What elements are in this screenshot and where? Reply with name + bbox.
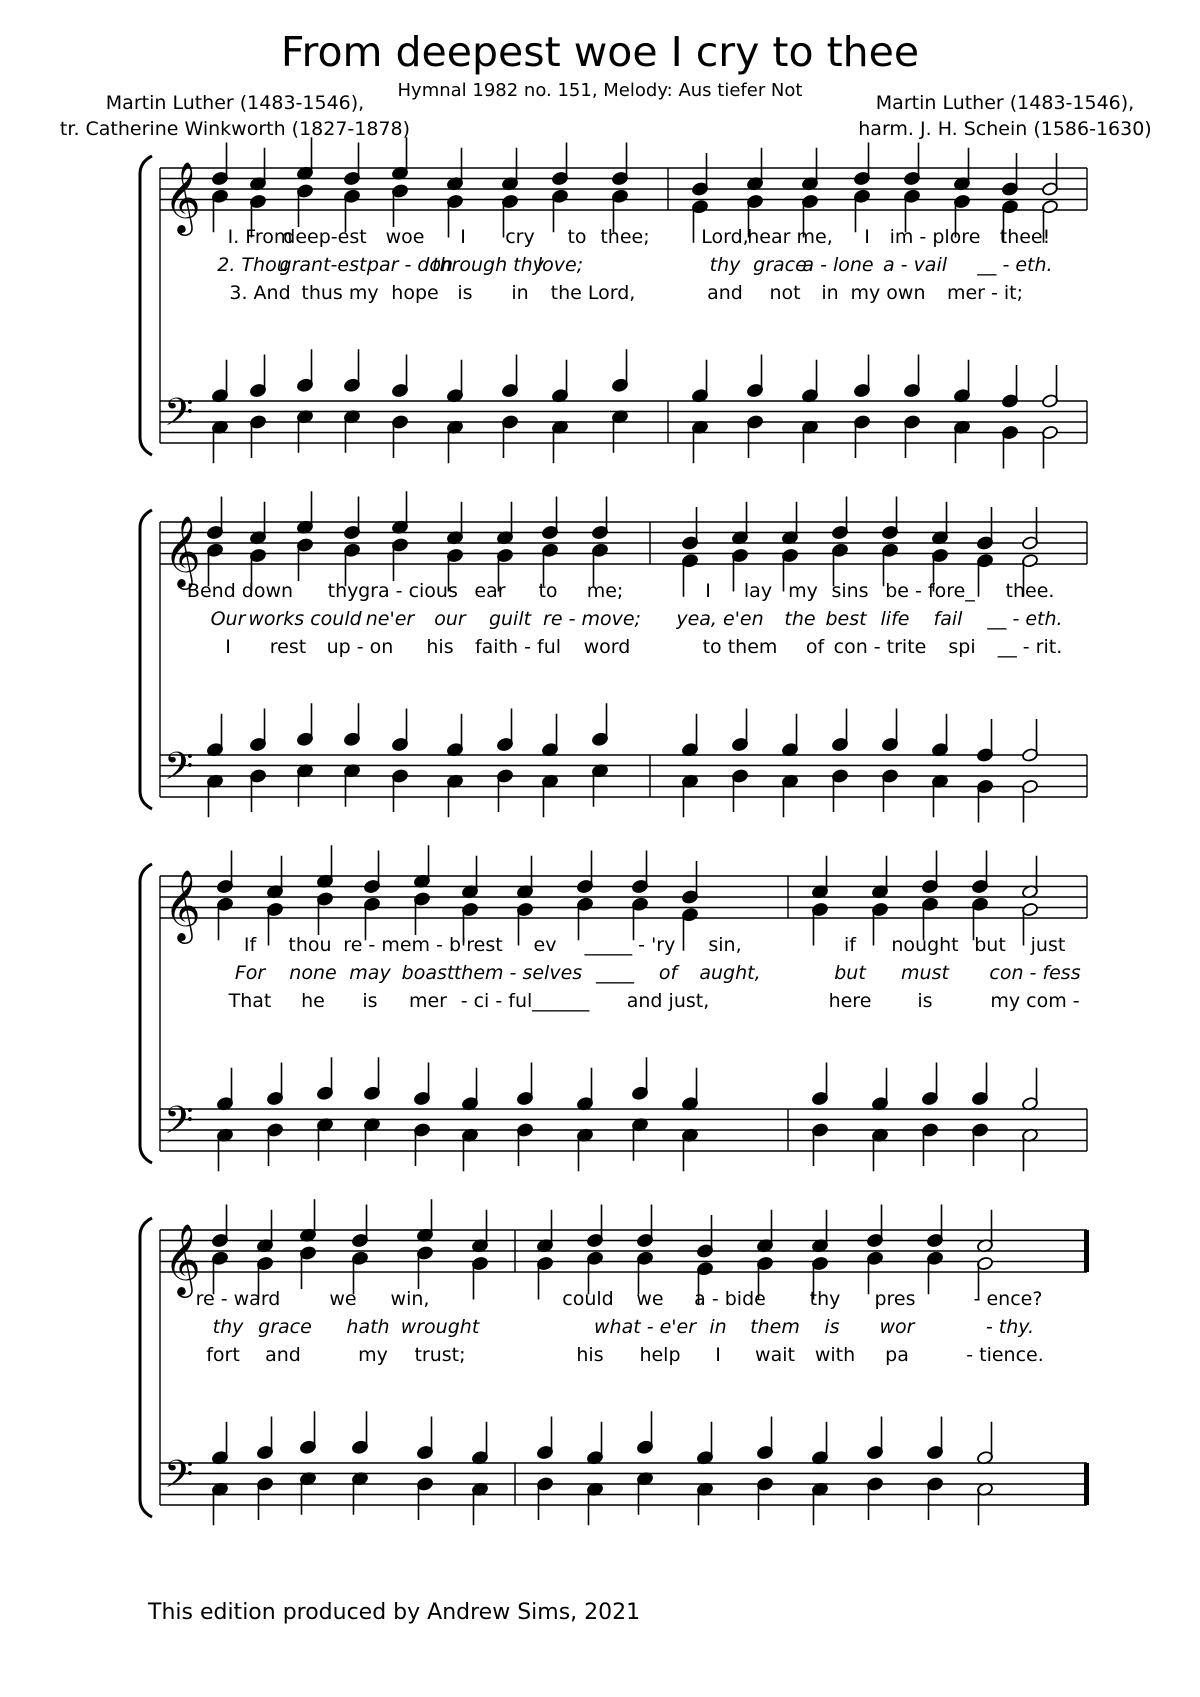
lyric-syllable: Our <box>210 608 246 630</box>
lyric-syllable: in <box>709 1316 727 1338</box>
lyric-syllable: sins <box>831 580 869 602</box>
lyric-syllable: my <box>358 1344 388 1366</box>
lyric-syllable: them <box>750 1316 800 1338</box>
lyric-syllable: grace <box>258 1316 312 1338</box>
system-bracket <box>140 510 152 809</box>
lyric-syllable: thy <box>809 1288 841 1310</box>
lyric-syllable: to <box>538 580 558 602</box>
lyric-syllable: I <box>864 226 870 248</box>
lyric-syllable: - thy. <box>985 1316 1035 1338</box>
text-translator: tr. Catherine Winkworth (1827-1878) <box>59 118 411 140</box>
lyric-syllable: life <box>880 608 910 630</box>
lyric-syllable: sin, <box>708 934 742 956</box>
lyric-syllable: to them <box>702 636 778 658</box>
lyric-syllable: - tience. <box>966 1344 1044 1366</box>
lyric-syllable: cry <box>505 226 535 248</box>
lyric-syllable: works could <box>248 608 362 630</box>
lyric-syllable: wrought <box>400 1316 480 1338</box>
lyric-syllable: thy <box>709 254 741 276</box>
lyric-syllable: thee. <box>1005 580 1055 602</box>
lyric-syllable: hear me, <box>747 226 833 248</box>
lyric-syllable: me; <box>586 580 624 602</box>
text-author: Martin Luther (1483-1546), <box>105 92 365 114</box>
lyric-syllable: could <box>562 1288 614 1310</box>
lyric-syllable: mer - it; <box>946 282 1024 304</box>
lyric-syllable: thy <box>327 580 359 602</box>
lyric-syllable: he <box>301 990 325 1012</box>
lyric-syllable: not <box>769 282 801 304</box>
system-bracket <box>140 156 152 455</box>
lyric-syllable: wait <box>755 1344 795 1366</box>
lyric-syllable: __ - eth. <box>977 254 1053 276</box>
lyric-syllable: faith - ful <box>474 636 562 658</box>
edition-credit: This edition produced by Andrew Sims, 2021 <box>148 1600 641 1625</box>
lyric-syllable: the Lord, <box>550 282 636 304</box>
lyric-syllable: I <box>715 1344 721 1366</box>
bass-clef-icon: 𝄢 <box>164 743 194 798</box>
lyric-syllable: mer <box>408 990 448 1012</box>
lyric-syllable: ev <box>533 934 557 956</box>
lyric-syllable: here <box>828 990 872 1012</box>
lyric-syllable: and just, <box>626 990 710 1012</box>
lyric-syllable: to <box>567 226 587 248</box>
lyric-syllable: re - mem - b'rest <box>343 934 503 956</box>
system-bracket <box>140 1218 152 1517</box>
lyric-syllable: 2. Thou <box>217 254 289 276</box>
lyric-syllable: none <box>289 962 337 984</box>
lyric-syllable: my com - <box>990 990 1080 1012</box>
lyric-syllable: wor <box>879 1316 915 1338</box>
lyric-syllable: rest <box>269 636 307 658</box>
lyric-syllable: of <box>658 962 678 984</box>
lyric-syllable: yea, e'en <box>676 608 764 630</box>
lyric-syllable: be - fore_ <box>885 580 975 602</box>
lyric-syllable: thee! <box>999 226 1051 248</box>
lyric-syllable: up - on <box>326 636 394 658</box>
lyric-syllable: re - move; <box>543 608 641 630</box>
lyric-syllable: fail <box>933 608 963 630</box>
bass-clef-icon: 𝄢 <box>164 1451 194 1506</box>
lyric-syllable: fort <box>206 1344 240 1366</box>
lyric-syllable: guilt <box>488 608 532 630</box>
lyric-syllable: For <box>234 962 266 984</box>
lyric-syllable: through thy <box>432 254 544 276</box>
lyric-syllable: hope <box>391 282 439 304</box>
lyric-syllable: woe <box>385 226 425 248</box>
hymn-subtitle: Hymnal 1982 no. 151, Melody: Aus tiefer Not <box>397 80 803 101</box>
bass-clef-icon: 𝄢 <box>164 389 194 444</box>
lyric-syllable: 3. And <box>229 282 291 304</box>
lyric-syllable: I <box>705 580 711 602</box>
lyric-syllable: love; <box>536 254 584 276</box>
lyric-syllable: lay <box>743 580 773 602</box>
lyric-syllable: I <box>225 636 231 658</box>
lyric-syllable: Lord, <box>701 226 749 248</box>
lyric-syllable: best <box>825 608 867 630</box>
final-barline <box>1084 1463 1089 1505</box>
lyric-syllable: thou <box>288 934 332 956</box>
lyric-syllable: con - fess <box>989 962 1081 984</box>
lyric-syllable: a - vail <box>882 254 948 276</box>
lyric-syllable: in <box>821 282 839 304</box>
lyric-syllable: my own <box>850 282 926 304</box>
lyric-syllable: is <box>917 990 933 1012</box>
lyric-syllable: _____ - 'ry <box>584 934 676 956</box>
lyric-syllable: his <box>426 636 454 658</box>
lyric-syllable: we <box>329 1288 357 1310</box>
lyric-syllable: a - bide <box>694 1288 766 1310</box>
lyric-syllable: but <box>974 934 1006 956</box>
lyric-syllable: par - don <box>366 254 454 276</box>
lyric-syllable: thy <box>212 1316 244 1338</box>
lyric-syllable: pres <box>874 1288 916 1310</box>
lyric-syllable: word <box>583 636 631 658</box>
hymn-title: From deepest woe I cry to thee <box>280 28 920 76</box>
lyric-syllable: is <box>824 1316 840 1338</box>
final-barline <box>1084 1230 1089 1272</box>
lyric-syllable: trust; <box>414 1344 466 1366</box>
treble-clef-icon: 𝄞 <box>164 160 201 233</box>
lyric-syllable: of <box>805 636 825 658</box>
lyric-syllable: - ence? <box>973 1288 1043 1310</box>
lyric-syllable: is <box>457 282 473 304</box>
lyric-syllable: but <box>834 962 866 984</box>
lyric-syllable: his <box>576 1344 604 1366</box>
treble-clef-icon: 𝄞 <box>164 1222 201 1295</box>
lyric-syllable: con - trite <box>833 636 927 658</box>
lyric-syllable: I <box>460 226 466 248</box>
lyric-syllable: them - selves <box>453 962 583 984</box>
lyric-syllable: nought <box>891 934 959 956</box>
lyric-syllable: ne'er <box>365 608 415 630</box>
lyric-syllable: the <box>784 608 816 630</box>
lyric-syllable: hath <box>346 1316 390 1338</box>
lyric-syllable: aught, <box>699 962 761 984</box>
lyric-syllable: is <box>362 990 378 1012</box>
lyric-syllable: if <box>844 934 856 956</box>
lyric-syllable: pa <box>885 1344 909 1366</box>
lyric-syllable: thus my <box>301 282 379 304</box>
lyric-syllable: grant-est <box>279 254 367 276</box>
lyric-syllable: and <box>707 282 743 304</box>
lyric-syllable: thee; <box>600 226 650 248</box>
lyric-syllable: and <box>265 1344 301 1366</box>
lyric-syllable: re - ward <box>195 1288 281 1310</box>
lyric-syllable: a - lone <box>802 254 874 276</box>
lyric-syllable: help <box>639 1344 681 1366</box>
treble-clef-icon: 𝄞 <box>164 514 201 587</box>
lyric-syllable: That <box>228 990 272 1012</box>
lyric-syllable: __ - eth. <box>987 608 1063 630</box>
lyric-syllable: win, <box>390 1288 430 1310</box>
lyric-syllable: - ci - ful______ <box>460 990 590 1012</box>
lyric-syllable: gra - cious <box>358 580 458 602</box>
lyric-syllable: must <box>901 962 949 984</box>
lyric-syllable: may <box>349 962 391 984</box>
lyric-syllable: Bend down <box>186 580 294 602</box>
lyric-syllable: __ - rit. <box>997 636 1063 658</box>
lyric-syllable: im - plore <box>889 226 981 248</box>
music-author: Martin Luther (1483-1546), <box>875 92 1135 114</box>
lyric-syllable: I. From <box>227 226 293 248</box>
treble-clef-icon: 𝄞 <box>164 868 201 941</box>
lyric-syllable: we <box>636 1288 664 1310</box>
lyric-syllable: ____ <box>596 962 634 984</box>
lyric-syllable: boast <box>401 962 455 984</box>
lyric-syllable: grace <box>753 254 807 276</box>
lyric-syllable: spi <box>948 636 976 658</box>
lyric-syllable: my <box>788 580 818 602</box>
lyric-syllable: ear <box>474 580 506 602</box>
lyric-syllable: what - e'er <box>593 1316 697 1338</box>
bass-clef-icon: 𝄢 <box>164 1097 194 1152</box>
music-harmonizer: harm. J. H. Schein (1586-1630) <box>858 118 1152 140</box>
lyric-syllable: If <box>243 934 257 956</box>
lyric-syllable: just <box>1030 934 1066 956</box>
lyric-syllable: in <box>511 282 529 304</box>
lyric-syllable: with <box>814 1344 856 1366</box>
lyric-syllable: our <box>434 608 466 630</box>
lyric-syllable: deep-est <box>283 226 367 248</box>
system-bracket <box>140 864 152 1163</box>
